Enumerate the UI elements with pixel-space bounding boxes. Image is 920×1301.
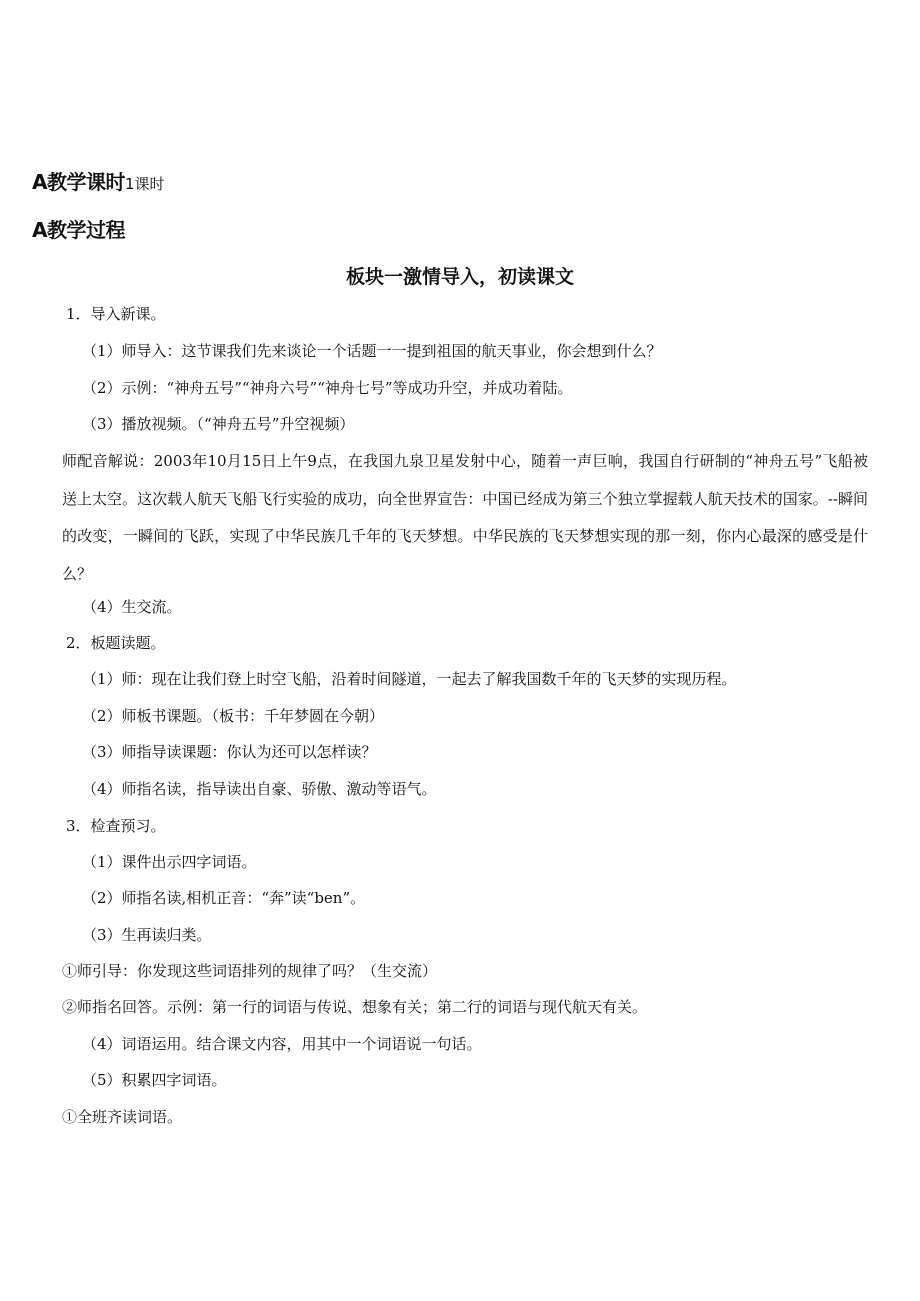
step-2-item-4: （4）师指名读，指导读出自豪、骄傲、激动等语气。: [82, 780, 437, 798]
class-hours-heading: [32, 166, 165, 195]
step-2-heading: 2．板题读题。: [66, 634, 166, 652]
step-2-item-1: （1）师：现在让我们登上时空飞船，沿着时间隧道，一起去了解我国数千年的飞天梦的实现历程。: [82, 670, 737, 688]
step-3-heading: 3．检查预习。: [66, 817, 166, 835]
circled-item-3: ①全班齐读词语。: [62, 1108, 183, 1126]
step-3-item-1: （1）课件出示四字词语。: [82, 853, 257, 871]
section-title: 板块一激情导入，初读课文: [345, 266, 574, 288]
step-3-item-4: （4）词语运用。结合课文内容，用其中一个词语说一句话。: [82, 1035, 482, 1053]
step-1-heading: 1．导入新课。: [66, 305, 166, 323]
step-1-item-4: （4）生交流。: [82, 598, 182, 616]
narration-paragraph: 师配音解说：2003年10月15日上午9点，在我国九泉卫星发射中心，随着一声巨响，我国自行研制的“神舟五号”飞船被送上太空。这次载人航天飞船飞行实验的成功，向全世界宣告：中国已经成为第三个独立掌握载人航天技术的国家。--瞬间的改变，一瞬间的飞跃，实现了中华民族几千年的飞天梦想。中华民族的飞天梦想实现的那一刻，你内心最深的感受是什么？: [62, 452, 868, 583]
teaching-process-heading: A教学过程: [32, 218, 125, 242]
circled-item-2: ②师指名回答。示例：第一行的词语与传说、想象有关；第二行的词语与现代航天有关。: [62, 998, 648, 1016]
circled-item-1: ①师引导：你发现这些词语排列的规律了吗？（生交流）: [62, 962, 438, 980]
step-3-item-2: （2）师指名读,相机正音：“奔”读“ben”。: [82, 889, 366, 907]
step-1-item-1: （1）师导入：这节课我们先来谈论一个话题一一提到祖国的航天事业，你会想到什么？: [82, 342, 662, 360]
step-1-item-3: （3）播放视频。（“神舟五号”升空视频）: [82, 415, 355, 433]
step-2-item-3: （3）师指导读课题：你认为还可以怎样读？: [82, 743, 377, 761]
step-2-item-2: （2）师板书课题。（板书：千年梦圆在今朝）: [82, 707, 385, 725]
step-3-item-5: （5）积累四字词语。: [82, 1071, 227, 1089]
step-1-item-2: （2）示例：“神舟五号”“神舟六号”“神舟七号”等成功升空，并成功着陆。: [82, 379, 573, 397]
class-hours-value: 1课时: [124, 175, 165, 193]
class-hours-label: A教学课时: [32, 170, 125, 194]
step-3-item-3: （3）生再读归类。: [82, 926, 212, 944]
